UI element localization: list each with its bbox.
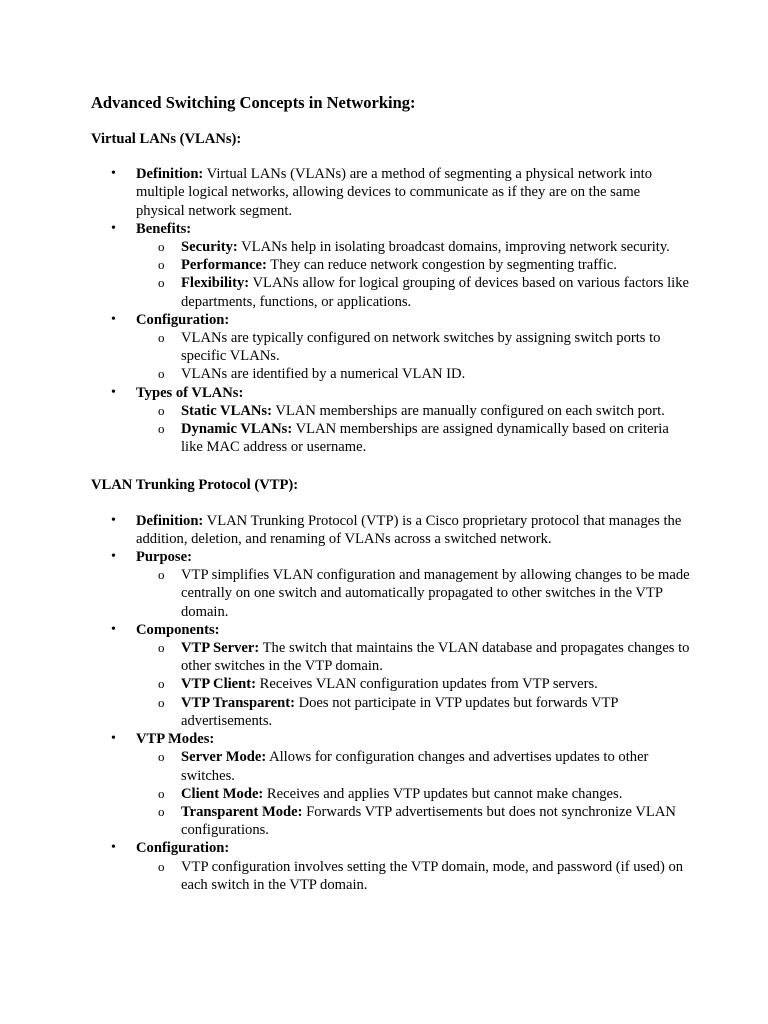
sub-list-item xyxy=(136,785,691,803)
sub-item-text: VLAN memberships are manually configured on each switch port. xyxy=(271,402,665,419)
bullet-icon: • xyxy=(111,220,116,236)
section xyxy=(91,476,691,893)
item-label: Definition: xyxy=(136,166,204,183)
sub-list xyxy=(136,566,691,621)
sub-item-label: VTP Transparent: xyxy=(181,694,295,711)
sub-item-text: Does not participate in VTP updates but forwards VTP advertisements. xyxy=(181,694,618,729)
section-spacer xyxy=(91,456,691,476)
sub-item-text: VTP configuration involves setting the VTP domain, mode, and password (if used) on each switch in the VTP domain. xyxy=(181,858,684,893)
circle-bullet-icon: o xyxy=(158,330,165,346)
bullet-icon: • xyxy=(111,311,116,327)
circle-bullet-icon: o xyxy=(158,366,165,382)
sub-item-label: VTP Server: xyxy=(181,640,260,657)
sub-item-label: Transparent Mode: xyxy=(181,803,303,820)
list-item xyxy=(91,220,691,311)
list-item xyxy=(91,311,691,384)
sub-item-label: Performance: xyxy=(181,257,267,274)
sub-list xyxy=(136,329,691,384)
circle-bullet-icon: o xyxy=(158,640,165,656)
circle-bullet-icon: o xyxy=(158,694,165,710)
sub-list-item xyxy=(136,675,691,693)
circle-bullet-icon: o xyxy=(158,749,165,765)
sub-item-text: VLAN memberships are assigned dynamically based on criteria like MAC address or username. xyxy=(181,421,669,456)
item-text: VLAN Trunking Protocol (VTP) is a Cisco proprietary protocol that manages the addition, deletion, and renaming of VLANs across a switched network. xyxy=(136,512,682,547)
sub-item-label: Static VLANs: xyxy=(181,402,272,419)
sub-item-text: VLANs are typically configured on network switches by assigning switch ports to specific VLANs. xyxy=(181,330,661,365)
item-text: Virtual LANs (VLANs) are a method of segmenting a physical network into multiple logical networks, allowing devices to communicate as if they are on the same physical network segment. xyxy=(136,166,653,219)
circle-bullet-icon: o xyxy=(158,567,165,583)
sub-list xyxy=(136,748,691,839)
circle-bullet-icon: o xyxy=(158,239,165,255)
sub-list-item xyxy=(136,420,691,456)
sub-item-text: VLANs are identified by a numerical VLAN ID. xyxy=(181,366,466,383)
list-item xyxy=(91,384,691,457)
sub-list-item xyxy=(136,858,691,894)
list-item xyxy=(91,512,691,548)
sub-list-item xyxy=(136,566,691,621)
bullet-list xyxy=(91,512,691,894)
sub-list-item xyxy=(136,329,691,365)
sub-list-item xyxy=(136,256,691,274)
list-item xyxy=(91,165,691,220)
bullet-icon: • xyxy=(111,166,116,182)
sub-item-text: They can reduce network congestion by segmenting traffic. xyxy=(266,257,617,274)
sub-list-item xyxy=(136,238,691,256)
item-label: Definition: xyxy=(136,512,204,529)
circle-bullet-icon: o xyxy=(158,257,165,273)
sub-item-text: VLANs allow for logical grouping of devices based on various factors like departments, functions, or applications. xyxy=(181,275,689,310)
sub-list-item xyxy=(136,274,691,310)
bullet-icon: • xyxy=(111,384,116,400)
circle-bullet-icon: o xyxy=(158,421,165,437)
list-item xyxy=(91,548,691,621)
sub-item-label: Server Mode: xyxy=(181,749,267,766)
bullet-icon: • xyxy=(111,840,116,856)
list-item xyxy=(91,621,691,730)
circle-bullet-icon: o xyxy=(158,858,165,874)
circle-bullet-icon: o xyxy=(158,402,165,418)
list-item xyxy=(91,839,691,894)
item-label: Purpose: xyxy=(136,549,192,566)
item-label: Configuration: xyxy=(136,840,230,857)
bullet-list xyxy=(91,165,691,456)
section-heading: Virtual LANs (VLANs): xyxy=(91,131,242,147)
sub-list xyxy=(136,238,691,311)
bullet-icon: • xyxy=(111,621,116,637)
item-label: Types of VLANs: xyxy=(136,384,244,401)
sub-item-label: Security: xyxy=(181,239,238,256)
list-item xyxy=(91,730,691,839)
sub-item-text: Allows for configuration changes and advertises updates to other switches. xyxy=(181,749,649,784)
sub-item-text: The switch that maintains the VLAN database and propagates changes to other switches in the VTP domain. xyxy=(181,640,690,675)
sub-list xyxy=(136,402,691,457)
sub-item-text: VLANs help in isolating broadcast domains, improving network security. xyxy=(237,239,670,256)
document-body xyxy=(91,130,691,894)
sub-item-label: Client Mode: xyxy=(181,785,264,802)
section-heading: VLAN Trunking Protocol (VTP): xyxy=(91,477,299,494)
circle-bullet-icon: o xyxy=(158,803,165,819)
sub-item-text: Receives VLAN configuration updates from VTP servers. xyxy=(256,676,598,693)
section xyxy=(91,130,691,456)
sub-list-item xyxy=(136,365,691,383)
bullet-icon: • xyxy=(111,512,116,528)
sub-item-text: Receives and applies VTP updates but cannot make changes. xyxy=(263,785,623,802)
sub-list-item xyxy=(136,639,691,675)
bullet-icon: • xyxy=(111,549,116,565)
sub-list-item xyxy=(136,694,691,730)
sub-list xyxy=(136,858,691,894)
bullet-icon: • xyxy=(111,731,116,747)
sub-item-label: Dynamic VLANs: xyxy=(181,421,293,438)
circle-bullet-icon: o xyxy=(158,785,165,801)
sub-item-label: Flexibility: xyxy=(181,275,250,292)
circle-bullet-icon: o xyxy=(158,676,165,692)
item-label: Benefits: xyxy=(136,220,192,237)
sub-list-item xyxy=(136,748,691,784)
item-label: VTP Modes: xyxy=(136,731,215,748)
document-page xyxy=(91,92,691,894)
sub-item-text: Forwards VTP advertisements but does not synchronize VLAN configurations. xyxy=(181,803,676,839)
document-title: Advanced Switching Concepts in Networking: xyxy=(91,93,416,112)
sub-list xyxy=(136,639,691,730)
sub-list-item xyxy=(136,402,691,420)
item-label: Configuration: xyxy=(136,311,230,328)
sub-list-item xyxy=(136,803,691,839)
circle-bullet-icon: o xyxy=(158,275,165,291)
sub-item-text: VTP simplifies VLAN configuration and management by allowing changes to be made centrally on one switch and automatically propagated to other switches in the VTP domain. xyxy=(181,567,690,620)
sub-item-label: VTP Client: xyxy=(181,676,256,693)
item-label: Components: xyxy=(136,621,220,638)
